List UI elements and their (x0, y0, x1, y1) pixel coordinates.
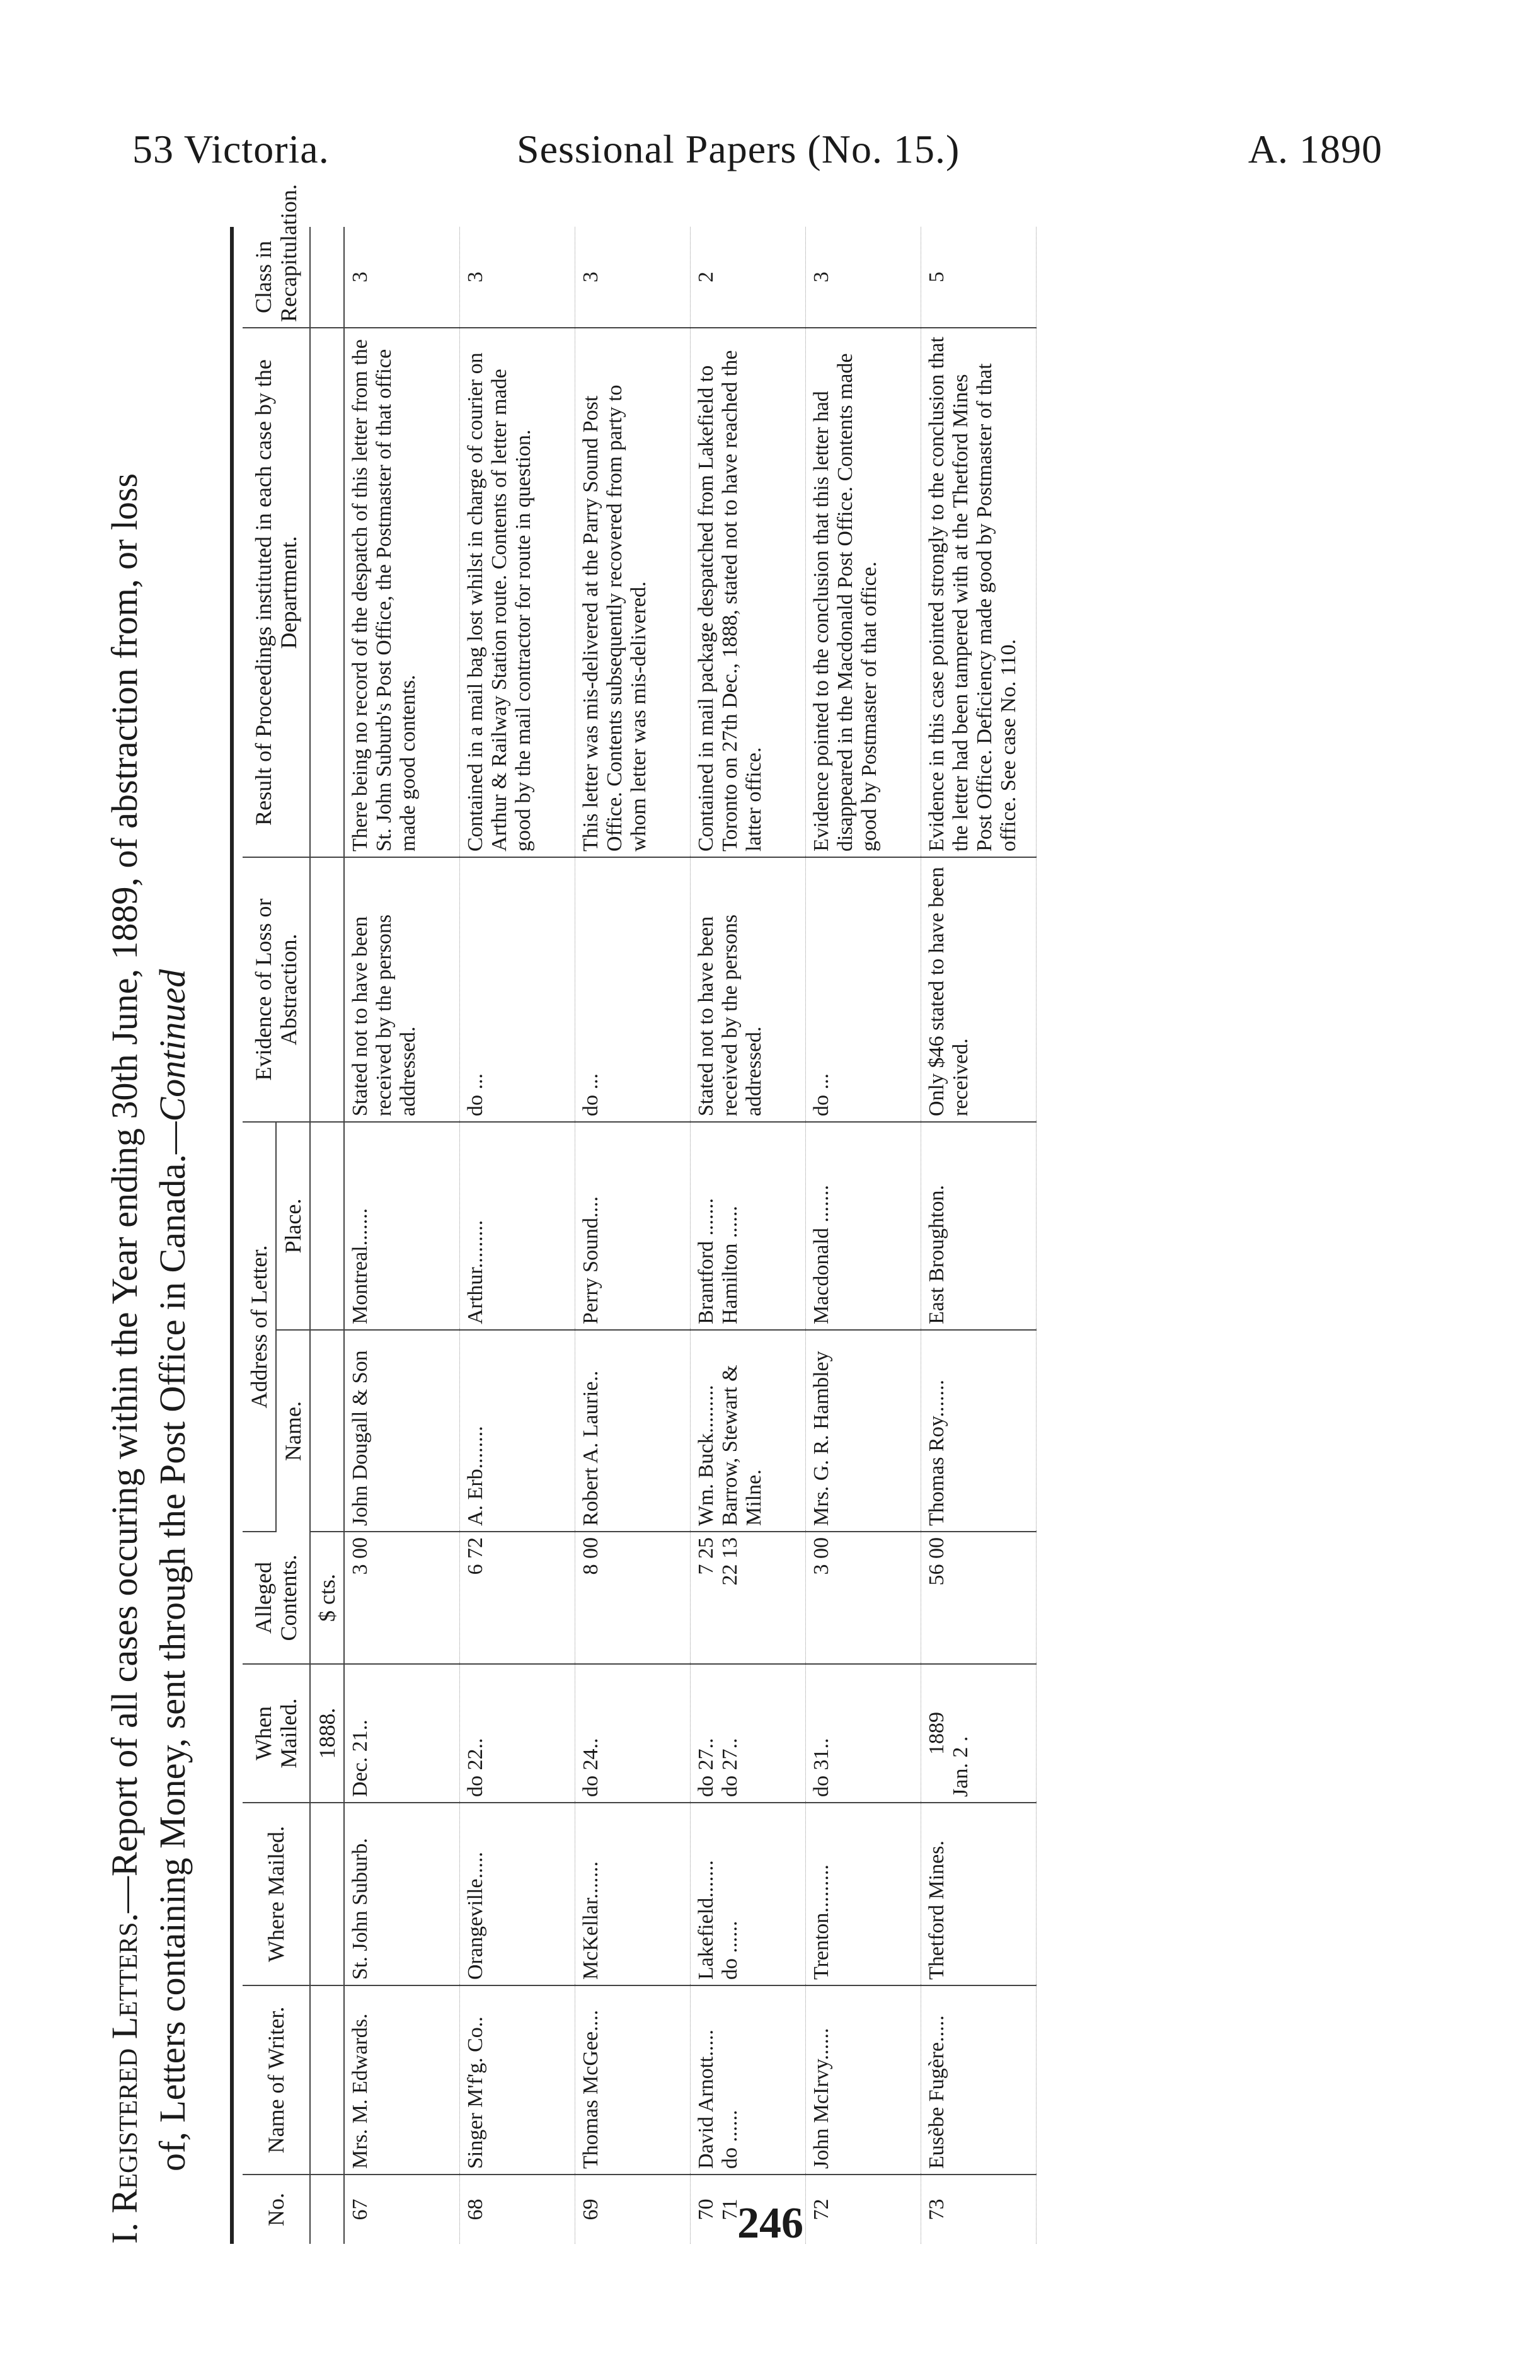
row-address-place: Montreal....... (344, 1122, 460, 1330)
row-when: Jan. 2 . (949, 1736, 972, 1797)
row-where: McKellar....... (575, 1803, 691, 1985)
col-header-where: Where Mailed. (243, 1803, 310, 1985)
row-when: do 31.. (806, 1664, 921, 1803)
col-header-address-name: Name. (276, 1330, 310, 1532)
col-header-class: Class in Recapitulation. (243, 227, 310, 328)
row-no: 69 (579, 2198, 602, 2221)
row-result: This letter was mis-delivered at the Parry Sound Post Office. Contents subsequently recovered from party to whom letter was mis-delivered. (575, 328, 691, 857)
row-result: Evidence pointed to the conclusion that this letter had disappeared in the Macdonald Post Office. Contents made good by Postmaster of that office. (806, 328, 921, 857)
row-address-name: Mrs. G. R. Hambley (806, 1330, 921, 1532)
table-row (806, 227, 921, 2244)
row-contents: 7 25 (694, 1537, 718, 1575)
table-row (921, 227, 1037, 2244)
row-when-pair (691, 1664, 806, 1803)
page-number: 246 (737, 2199, 803, 2248)
table-row (575, 227, 691, 2244)
row-address-name: John Dougall & Son (344, 1330, 460, 1532)
row-where: Lakefield....... (694, 1860, 718, 1980)
row-evidence: do ... (460, 857, 575, 1122)
row-when: Dec. 21.. (344, 1664, 460, 1803)
row-writer: John McIrvy...... (806, 1985, 921, 2175)
col-header-no: No. (243, 2175, 310, 2244)
row-where: Orangeville..... (460, 1803, 575, 1985)
row-where: Trenton......... (806, 1803, 921, 1985)
row-writer-second: do ...... (718, 2110, 742, 2169)
row-class: 3 (344, 227, 460, 328)
row-where: Thetford Mines. (921, 1803, 1037, 1985)
row-when-cell (921, 1664, 1037, 1803)
row-contents: 8 00 (575, 1532, 691, 1664)
row-when: do 22.. (460, 1664, 575, 1803)
row-contents-pair (691, 1532, 806, 1664)
row-address-name: A. Erb........ (460, 1330, 575, 1532)
col-header-evidence: Evidence of Loss or Abstraction. (243, 857, 310, 1122)
row-result: Contained in mail package despatched from Lakefield to Toronto on 27th Dec., 1888, stated not to have reached the latter office. (691, 328, 806, 857)
row-when: do 27.. (694, 1738, 718, 1797)
title-line1: —Report of all cases occuring within the Year ending 30th June, 1889, of abstraction from, or loss (104, 473, 145, 1914)
row-no: 70 (694, 2198, 718, 2221)
table-row (460, 227, 575, 2244)
row-contents-second: 22 13 (718, 1537, 742, 1586)
row-when: do 24.. (575, 1664, 691, 1803)
row-address-place: East Broughton. (921, 1122, 1037, 1330)
row-evidence: Stated not to have been received by the persons addressed. (691, 857, 806, 1122)
row-class: 2 (691, 227, 806, 328)
row-result: Contained in a mail bag lost whilst in charge of courier on Arthur & Railway Station route. Contents of letter made good by the mail contractor for route in question. (460, 328, 575, 857)
row-contents: 56 00 (921, 1532, 1037, 1664)
title-prefix: I. Registered Letters. (104, 1913, 145, 2244)
row-address-place: Brantford ....... (694, 1198, 718, 1324)
row-no-second: 71 (718, 2198, 742, 2221)
row-where-second: do ...... (718, 1921, 742, 1980)
row-result: There being no record of the despatch of this letter from the St. John Suburb's Post Office, the Postmaster of that office made good contents. (344, 328, 460, 857)
running-header-left: 53 Victoria. (132, 127, 330, 171)
row-evidence: do ... (806, 857, 921, 1122)
row-where: St. John Suburb. (344, 1803, 460, 1985)
col-header-address: Address of Letter. (243, 1122, 276, 1532)
row-class: 5 (921, 227, 1037, 328)
row-address-place-second: Hamilton ...... (718, 1206, 742, 1324)
row-evidence: Only $46 stated to have been received. (921, 857, 1037, 1122)
title-continued: —Continued (152, 969, 193, 1155)
row-writer: Eusèbe Fugère..... (921, 1985, 1037, 2175)
row-no: 72 (810, 2198, 833, 2221)
col-header-writer: Name of Writer. (243, 1985, 310, 2175)
title-rule (230, 227, 234, 2244)
row-no: 68 (464, 2198, 487, 2221)
row-address-name: Thomas Roy....... (921, 1330, 1037, 1532)
table-row (691, 227, 806, 2244)
row-writer-pair (691, 1985, 806, 2175)
row-address-place-pair (691, 1122, 806, 1330)
col-header-result: Result of Proceedings instituted in each case by the Department. (243, 328, 310, 857)
table-title (101, 240, 197, 2244)
row-contents: 6 72 (460, 1532, 575, 1664)
row-address-place: Arthur......... (460, 1122, 575, 1330)
row-class: 3 (575, 227, 691, 328)
running-header-center: Sessional Papers (No. 15.) (517, 127, 960, 171)
rotated-table-sheet (101, 184, 1386, 2244)
col-header-address-place: Place. (276, 1122, 310, 1330)
row-class: 3 (460, 227, 575, 328)
row-result: Evidence in this case pointed strongly to the conclusion that the letter had been tampered with at the Thetford Mines Post Office. Deficiency made good by Postmaster of that office. See case No. 110. (921, 328, 1037, 857)
row-address-name-second: Barrow, Stewart & Milne. (718, 1365, 766, 1526)
title-line2: of, Letters containing Money, sent through the Post Office in Canada. (152, 1154, 193, 2171)
row-when-year: 1889 (925, 1712, 948, 1755)
running-header-right: A. 1890 (1248, 127, 1382, 171)
row-evidence: do ... (575, 857, 691, 1122)
row-no: 67 (348, 2198, 372, 2221)
row-evidence: Stated not to have been received by the persons addressed. (344, 857, 460, 1122)
registered-letters-table (243, 184, 1037, 2244)
row-writer: David Arnott..... (694, 2030, 718, 2169)
row-writer: Singer M'f'g. Co.. (460, 1985, 575, 2175)
row-address-name: Wm. Buck......... (694, 1385, 718, 1526)
table-row (344, 227, 460, 2244)
row-address-place: Macdonald ....... (806, 1122, 921, 1330)
row-address-name-pair (691, 1330, 806, 1532)
col-header-when: When Mailed. (243, 1664, 310, 1803)
row-writer: Mrs. M. Edwards. (344, 1985, 460, 2175)
row-writer: Thomas McGee.... (575, 1985, 691, 2175)
col-header-contents: Alleged Contents. (243, 1532, 310, 1664)
row-address-name: Robert A. Laurie.. (575, 1330, 691, 1532)
row-where-pair (691, 1803, 806, 1985)
row-when-second: do 27.. (718, 1738, 742, 1797)
year-label-1888: 1888. (310, 1664, 344, 1803)
row-class: 3 (806, 227, 921, 328)
money-unit-label: $ cts. (310, 1532, 344, 1664)
row-no: 73 (925, 2198, 948, 2221)
row-address-place: Perry Sound.... (575, 1122, 691, 1330)
row-contents: 3 00 (344, 1532, 460, 1664)
row-contents: 3 00 (806, 1532, 921, 1664)
